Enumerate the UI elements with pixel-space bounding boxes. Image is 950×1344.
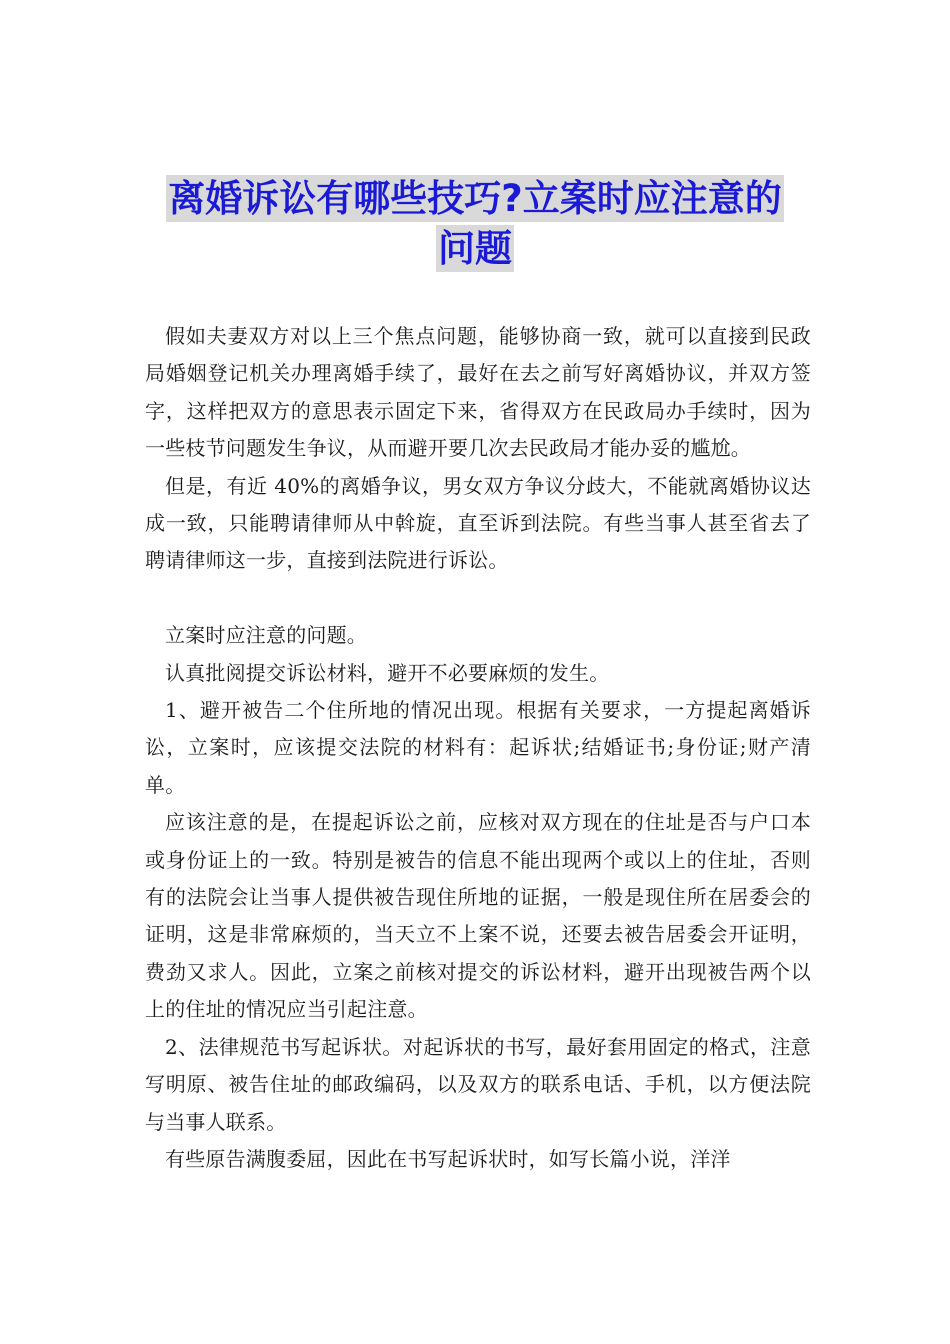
paragraph: 认真批阅提交诉讼材料，避开不必要麻烦的发生。 — [165, 660, 610, 685]
paragraph: 但是，有近 40%的离婚争议，男女双方争议分歧大，不能就离婚协议达成一致，只能聘请律师从中斡旋，直至诉到法院。有些当事人甚至省去了聘请律师这一步，直接到法院进行诉讼。 — [145, 473, 811, 573]
paragraph: 2、法律规范书写起诉状。对起诉状的书写，最好套用固定的格式，注意写明原、被告住址的邮政编码，以及双方的联系电话、手机，以方便法院与当事人联系。 — [145, 1034, 811, 1134]
paragraph: 1、避开被告二个住所地的情况出现。根据有关要求，一方提起离婚诉讼，立案时，应该提交法院的材料有：起诉状;结婚证书;身份证;财产清单。 — [145, 698, 811, 797]
paragraph: 假如夫妻双方对以上三个焦点问题，能够协商一致，就可以直接到民政局婚姻登记机关办理离婚手续了，最好在去之前写好离婚协议，并双方签字，这样把双方的意思表示固定下来，省得双方在民政局办手续时，因为一些枝节问题发生争议，从而避开要几次去民政局才能办妥的尴尬。 — [145, 324, 811, 461]
document-title — [140, 174, 810, 274]
document-body — [145, 318, 811, 1178]
paragraph: 应该注意的是，在提起诉讼之前，应核对双方现在的住址是否与户口本或身份证上的一致。特别是被告的信息不能出现两个或以上的住址，否则有的法院会让当事人提供被告现住所地的证据，一般是现住所在居委会的证明，这是非常麻烦的，当天立不上案不说，还要去被告居委会开证明，费劲又求人。因此，立案之前核对提交的诉讼材料，避开出现被告两个以上的住址的情况应当引起注意。 — [145, 810, 811, 1022]
title-line-2: 问题 — [438, 227, 512, 270]
blank-line — [145, 580, 811, 617]
paragraph: 有些原告满腹委屈，因此在书写起诉状时，如写长篇小说，洋洋 — [165, 1146, 731, 1171]
section-heading: 立案时应注意的问题。 — [165, 623, 367, 648]
title-line-1: 离婚诉讼有哪些技巧?立案时应注意的 — [168, 177, 782, 220]
